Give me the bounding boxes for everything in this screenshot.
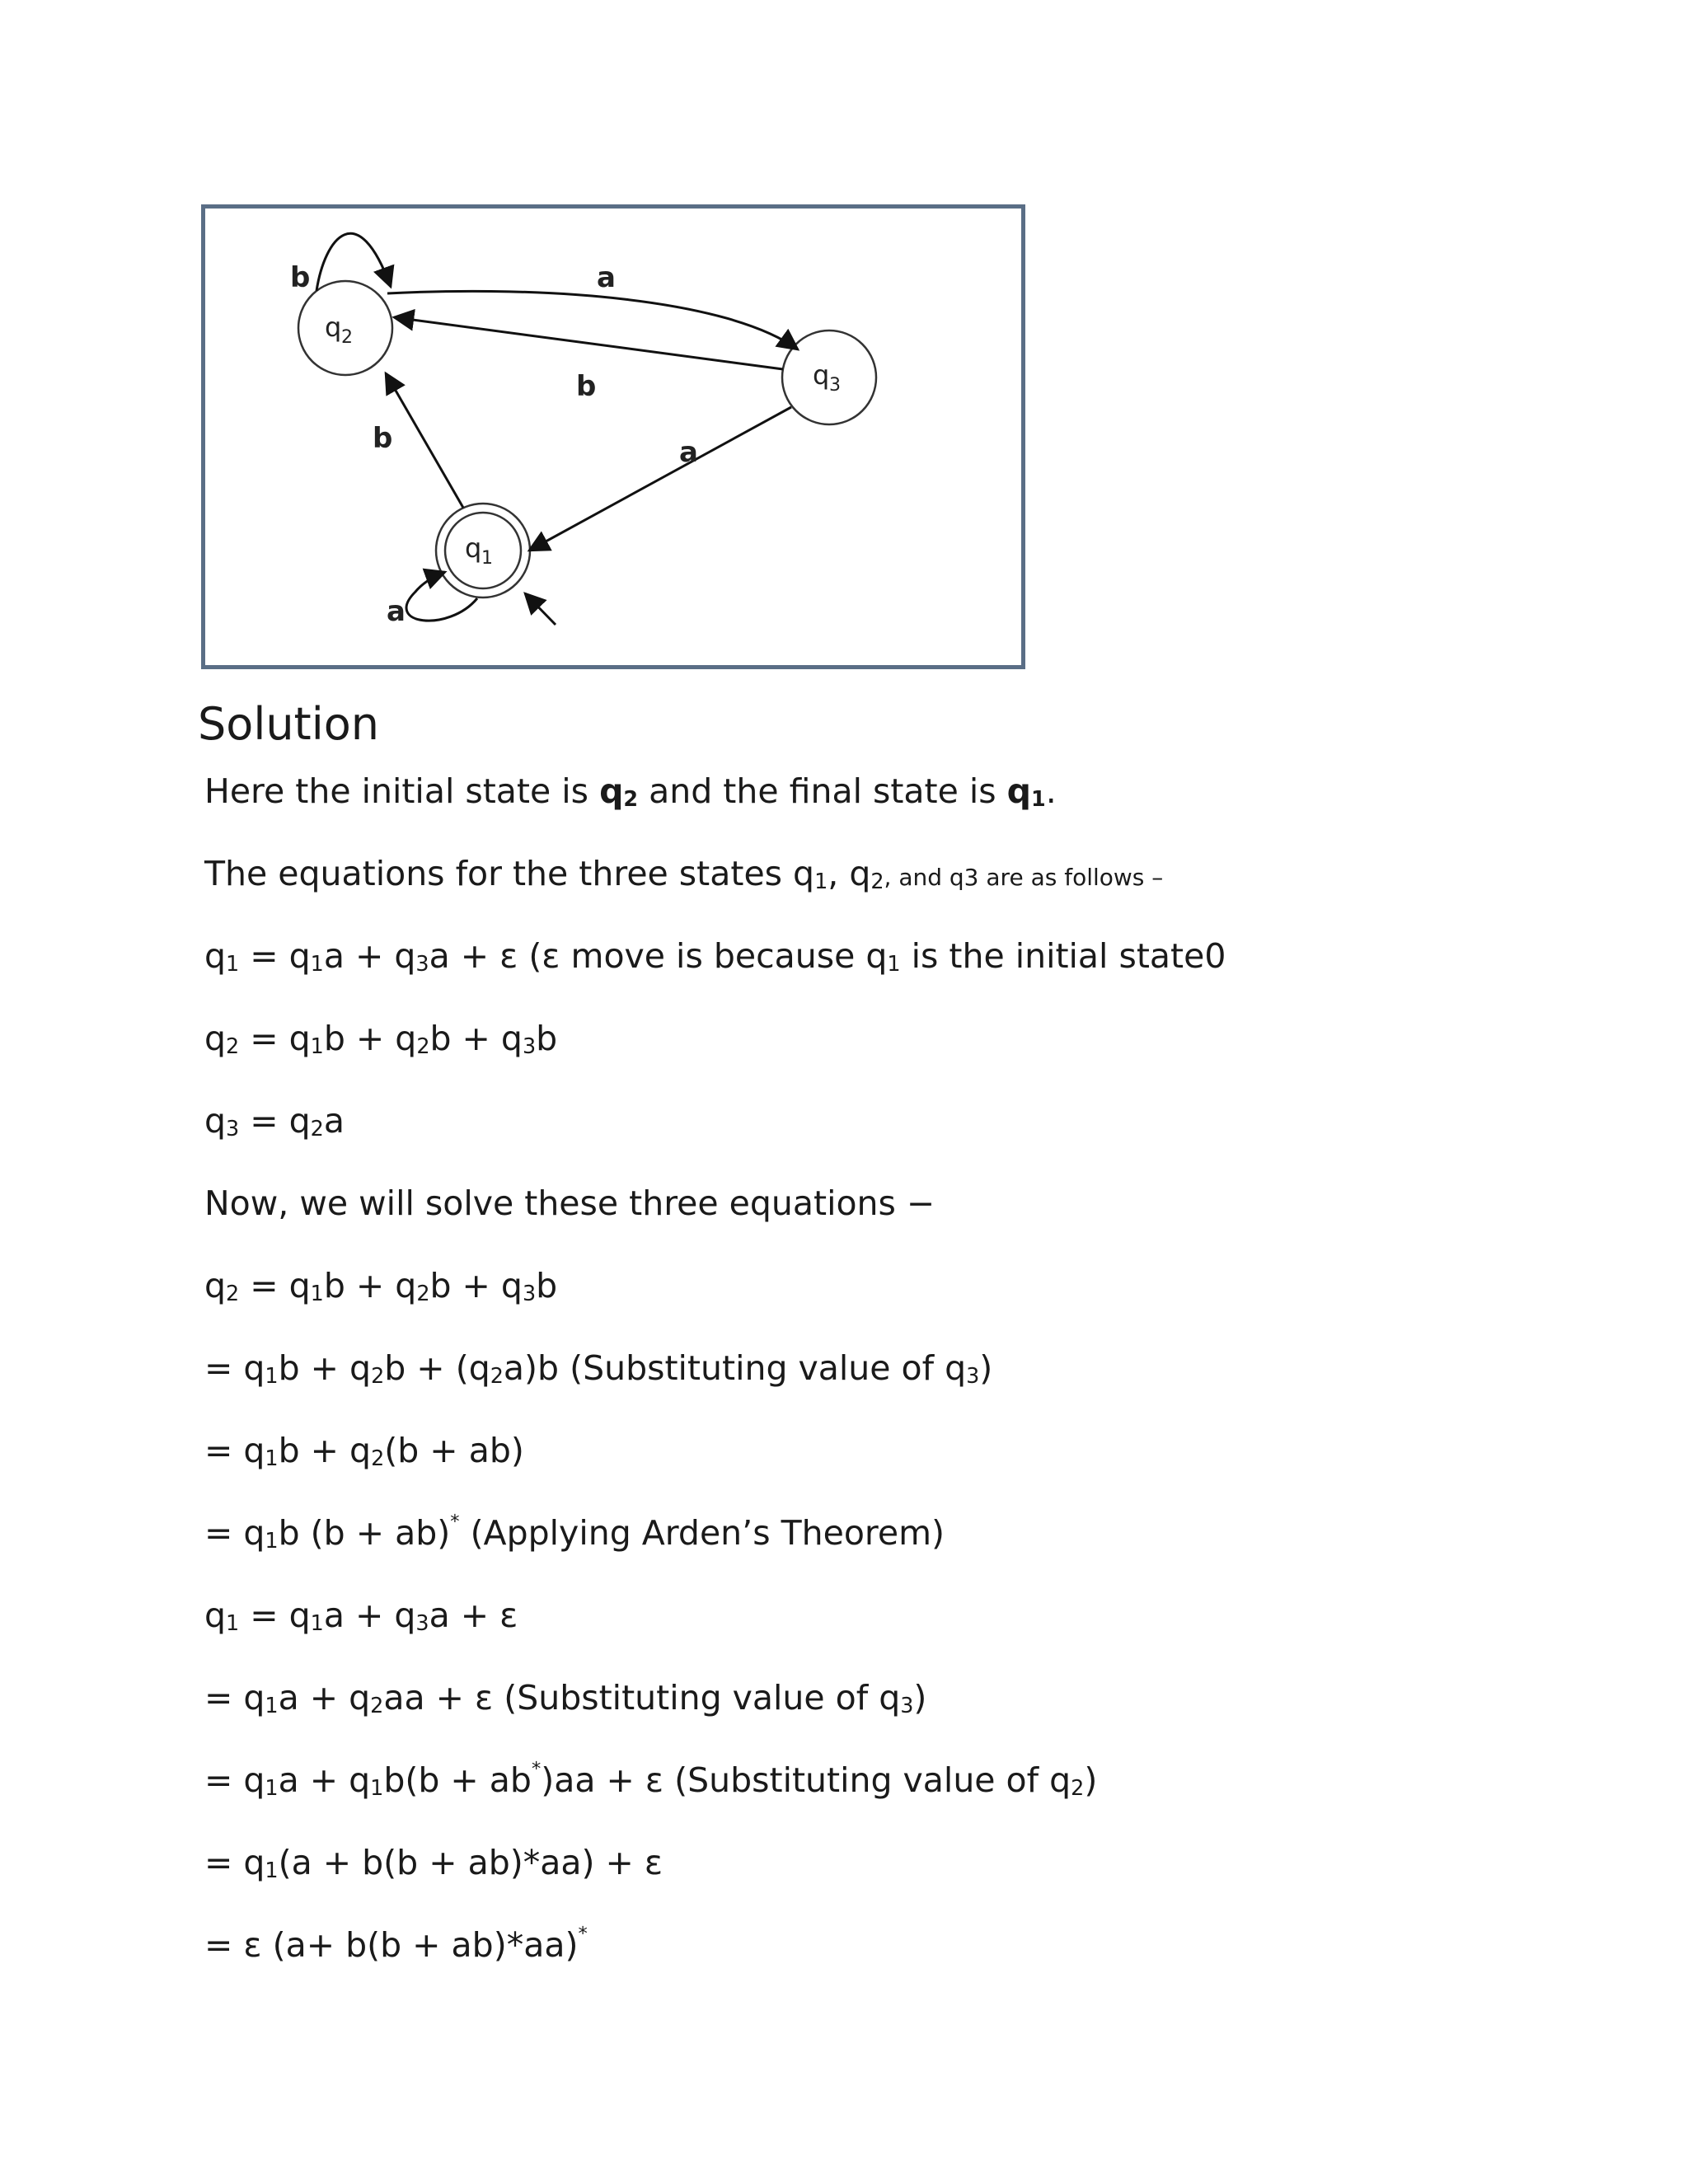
equations-intro-line: The equations for the three states $q_1$, $q_2$, and q3 are as follows –: [204, 854, 1164, 893]
equation-q2: $q_2 = q_1b + q_2b + q_3b$: [204, 1019, 558, 1058]
solve-step-5: $q_1 = q_1a + q_3a + \varepsilon$: [204, 1596, 518, 1635]
edge-q1-q2: [386, 373, 463, 508]
edge-q1-q2-label: b: [373, 422, 393, 455]
edge-q2-q3-label: a: [597, 261, 616, 294]
edge-q3-q1-label: a: [679, 436, 698, 469]
state-q3-sub: 3: [829, 375, 841, 396]
state-q3: [782, 330, 876, 424]
equation-q1: $q_1 = q_1a + q_3a + \varepsilon$ (ε move is because $q_1$ is the initial state0: [204, 936, 1226, 976]
state-q2: [298, 281, 392, 375]
solution-heading: Solution: [198, 698, 379, 750]
edge-q3-q2-label: b: [576, 370, 597, 403]
edge-q3-q2: [394, 317, 783, 369]
solve-step-4: = $q_1b$ (b + ab)* (Applying Arden’s Theorem): [204, 1511, 945, 1553]
intro-line: Here the initial state is $q_2$ and the final state is $q_1$.: [204, 771, 1057, 811]
solve-step-2: = $q_1b + q_2b + (q_2a)b$ (Substituting value of $q_3$): [204, 1348, 993, 1388]
state-q1: [436, 504, 530, 598]
solve-step-8: = $q_1(a + b(b + ab)*aa) + \varepsilon$: [204, 1843, 663, 1882]
equation-q3: $q_3 = q_2a$: [204, 1101, 345, 1141]
state-q1-label: q: [465, 532, 482, 564]
edge-q2-q2-label: b: [290, 261, 311, 294]
edge-q3-q1: [529, 407, 791, 551]
final-state: $q_1$: [1006, 771, 1046, 811]
state-q2-sub: 2: [341, 327, 353, 348]
state-q1-sub: 1: [481, 548, 493, 569]
start-arrow: [525, 593, 556, 625]
solve-intro-line: Now, we will solve these three equations −: [204, 1183, 935, 1223]
solve-step-9: = ε (a+ b(b + ab)*aa)*: [204, 1923, 588, 1965]
solve-step-6: = $q_1a + q_2aa + \varepsilon$ (Substituting value of $q_3$): [204, 1678, 927, 1718]
solve-step-3: = $q_1b + q_2(b + ab)$: [204, 1431, 524, 1470]
edge-q1-q1-label: a: [387, 595, 406, 628]
state-q2-label: q: [325, 312, 342, 343]
solve-step-7: = $q_1a + q_1b(b + ab^*)aa + \varepsilon$ (Substituting value of $q_2$): [204, 1758, 1098, 1800]
solve-step-1: $q_2 = q_1b + q_2b + q_3b$: [204, 1266, 558, 1305]
edge-q2-q3: [387, 291, 798, 349]
initial-state: $q_2$: [599, 771, 639, 811]
automaton-svg: [201, 204, 1025, 669]
automaton-diagram: [201, 204, 1025, 669]
state-q3-label: q: [813, 359, 830, 391]
